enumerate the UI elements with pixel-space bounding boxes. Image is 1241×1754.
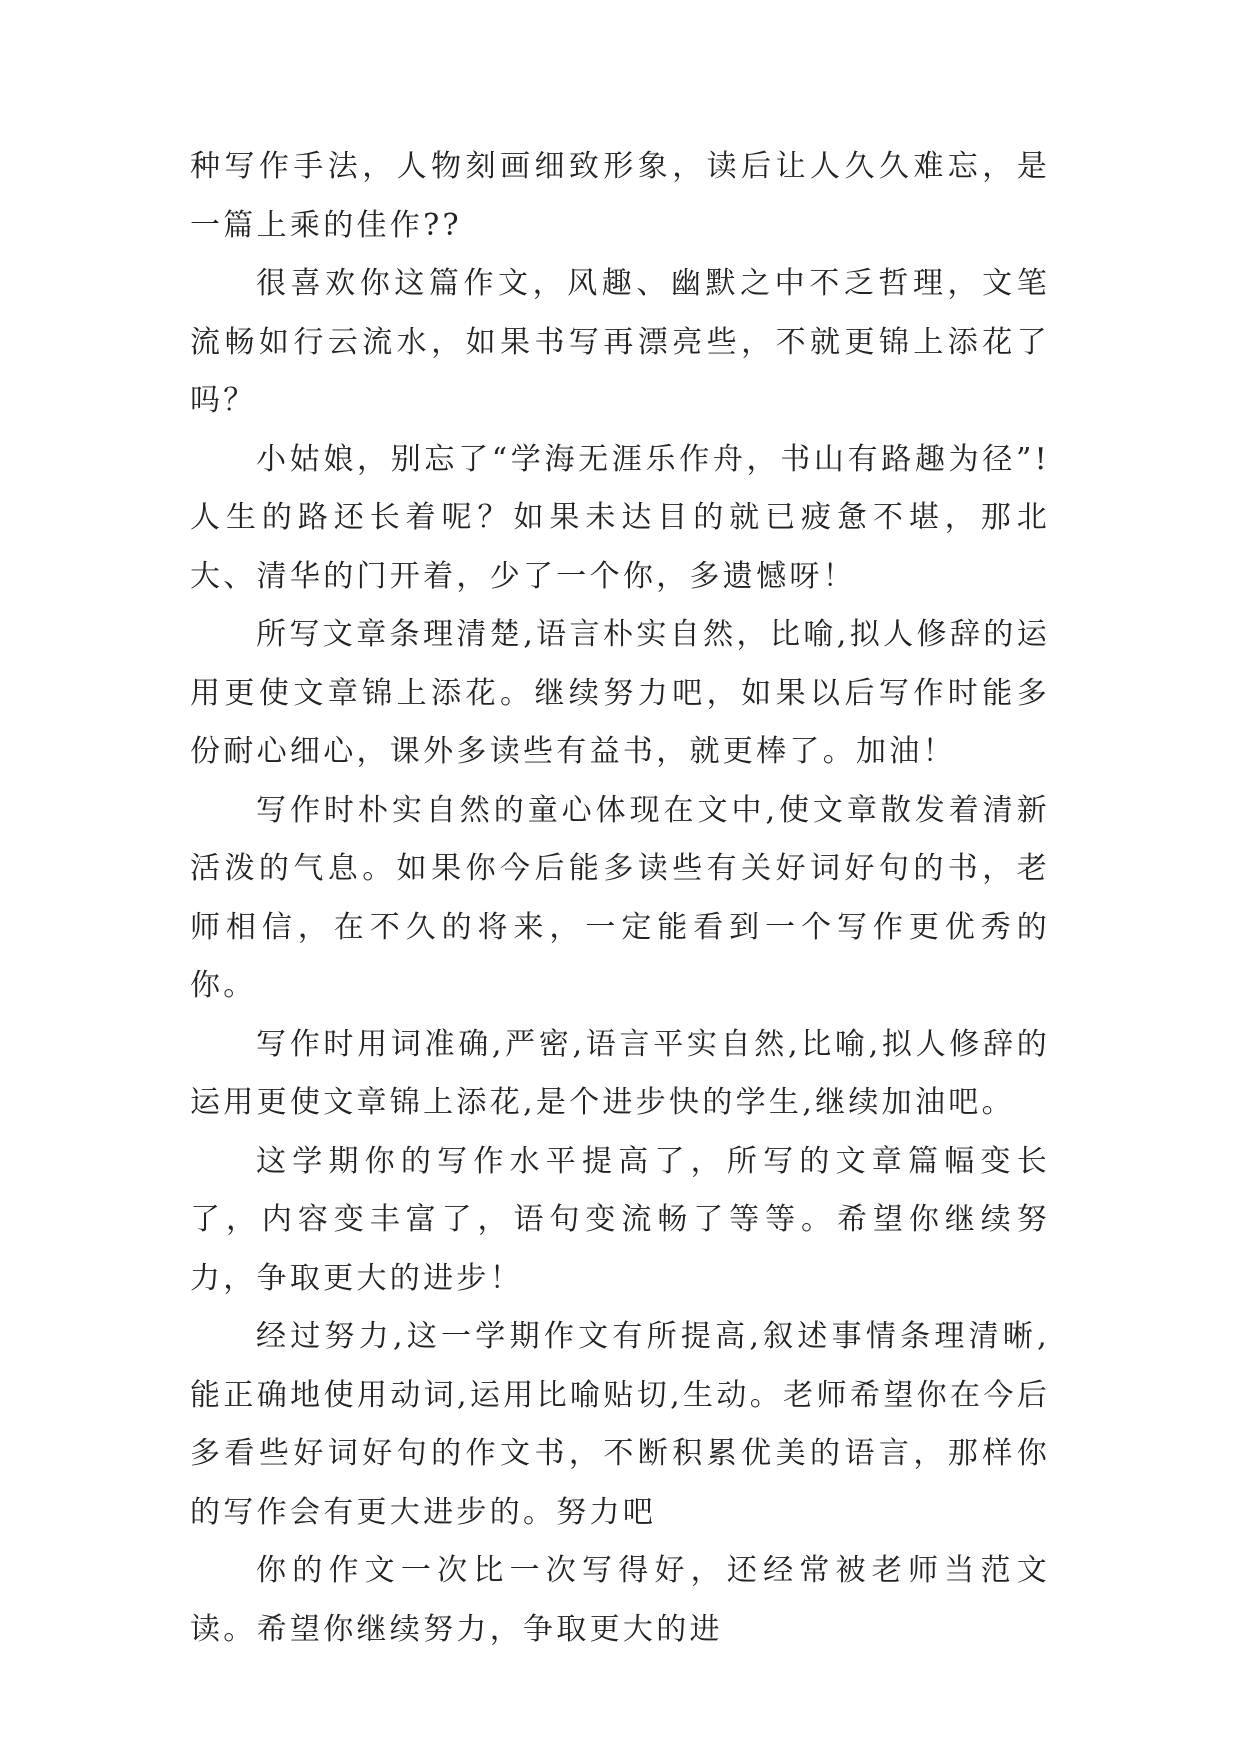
comment-paragraph: 很喜欢你这篇作文，风趣、幽默之中不乏哲理，文笔流畅如行云流水，如果书写再漂亮些，不就更锦上添花了吗？ [190, 266, 1050, 418]
document-body [190, 138, 1050, 1659]
comment-paragraph: 经过努力,这一学期作文有所提高,叙述事情条理清晰,能正确地使用动词,运用比喻贴切,生动。老师希望你在今后多看些好词好句的作文书，不断积累优美的语言，那样你的写作会有更大进步的。努力吧 [190, 1319, 1050, 1530]
comment-paragraph: 所写文章条理清楚,语言朴实自然，比喻,拟人修辞的运用更使文章锦上添花。继续努力吧，如果以后写作时能多份耐心细心，课外多读些有益书，就更棒了。加油！ [190, 617, 1050, 769]
comment-paragraph: 这学期你的写作水平提高了，所写的文章篇幅变长了，内容变丰富了，语句变流畅了等等。希望你继续努力，争取更大的进步！ [190, 1143, 1050, 1296]
comment-paragraph: 小姑娘，别忘了“学海无涯乐作舟，书山有路趣为径”!人生的路还长着呢？如果未达目的就已疲惫不堪，那北大、清华的门开着，少了一个你，多遗憾呀！ [190, 441, 1050, 594]
comment-paragraph: 写作时用词准确,严密,语言平实自然,比喻,拟人修辞的运用更使文章锦上添花,是个进步快的学生,继续加油吧。 [190, 1026, 1050, 1120]
comment-paragraph: 种写作手法，人物刻画细致形象，读后让人久久难忘，是一篇上乘的佳作?? [190, 149, 1050, 243]
comment-paragraph: 你的作文一次比一次写得好，还经常被老师当范文读。希望你继续努力，争取更大的进 [190, 1553, 1050, 1647]
comment-paragraph: 写作时朴实自然的童心体现在文中,使文章散发着清新活泼的气息。如果你今后能多读些有关好词好句的书，老师相信，在不久的将来，一定能看到一个写作更优秀的你。 [190, 792, 1050, 1003]
